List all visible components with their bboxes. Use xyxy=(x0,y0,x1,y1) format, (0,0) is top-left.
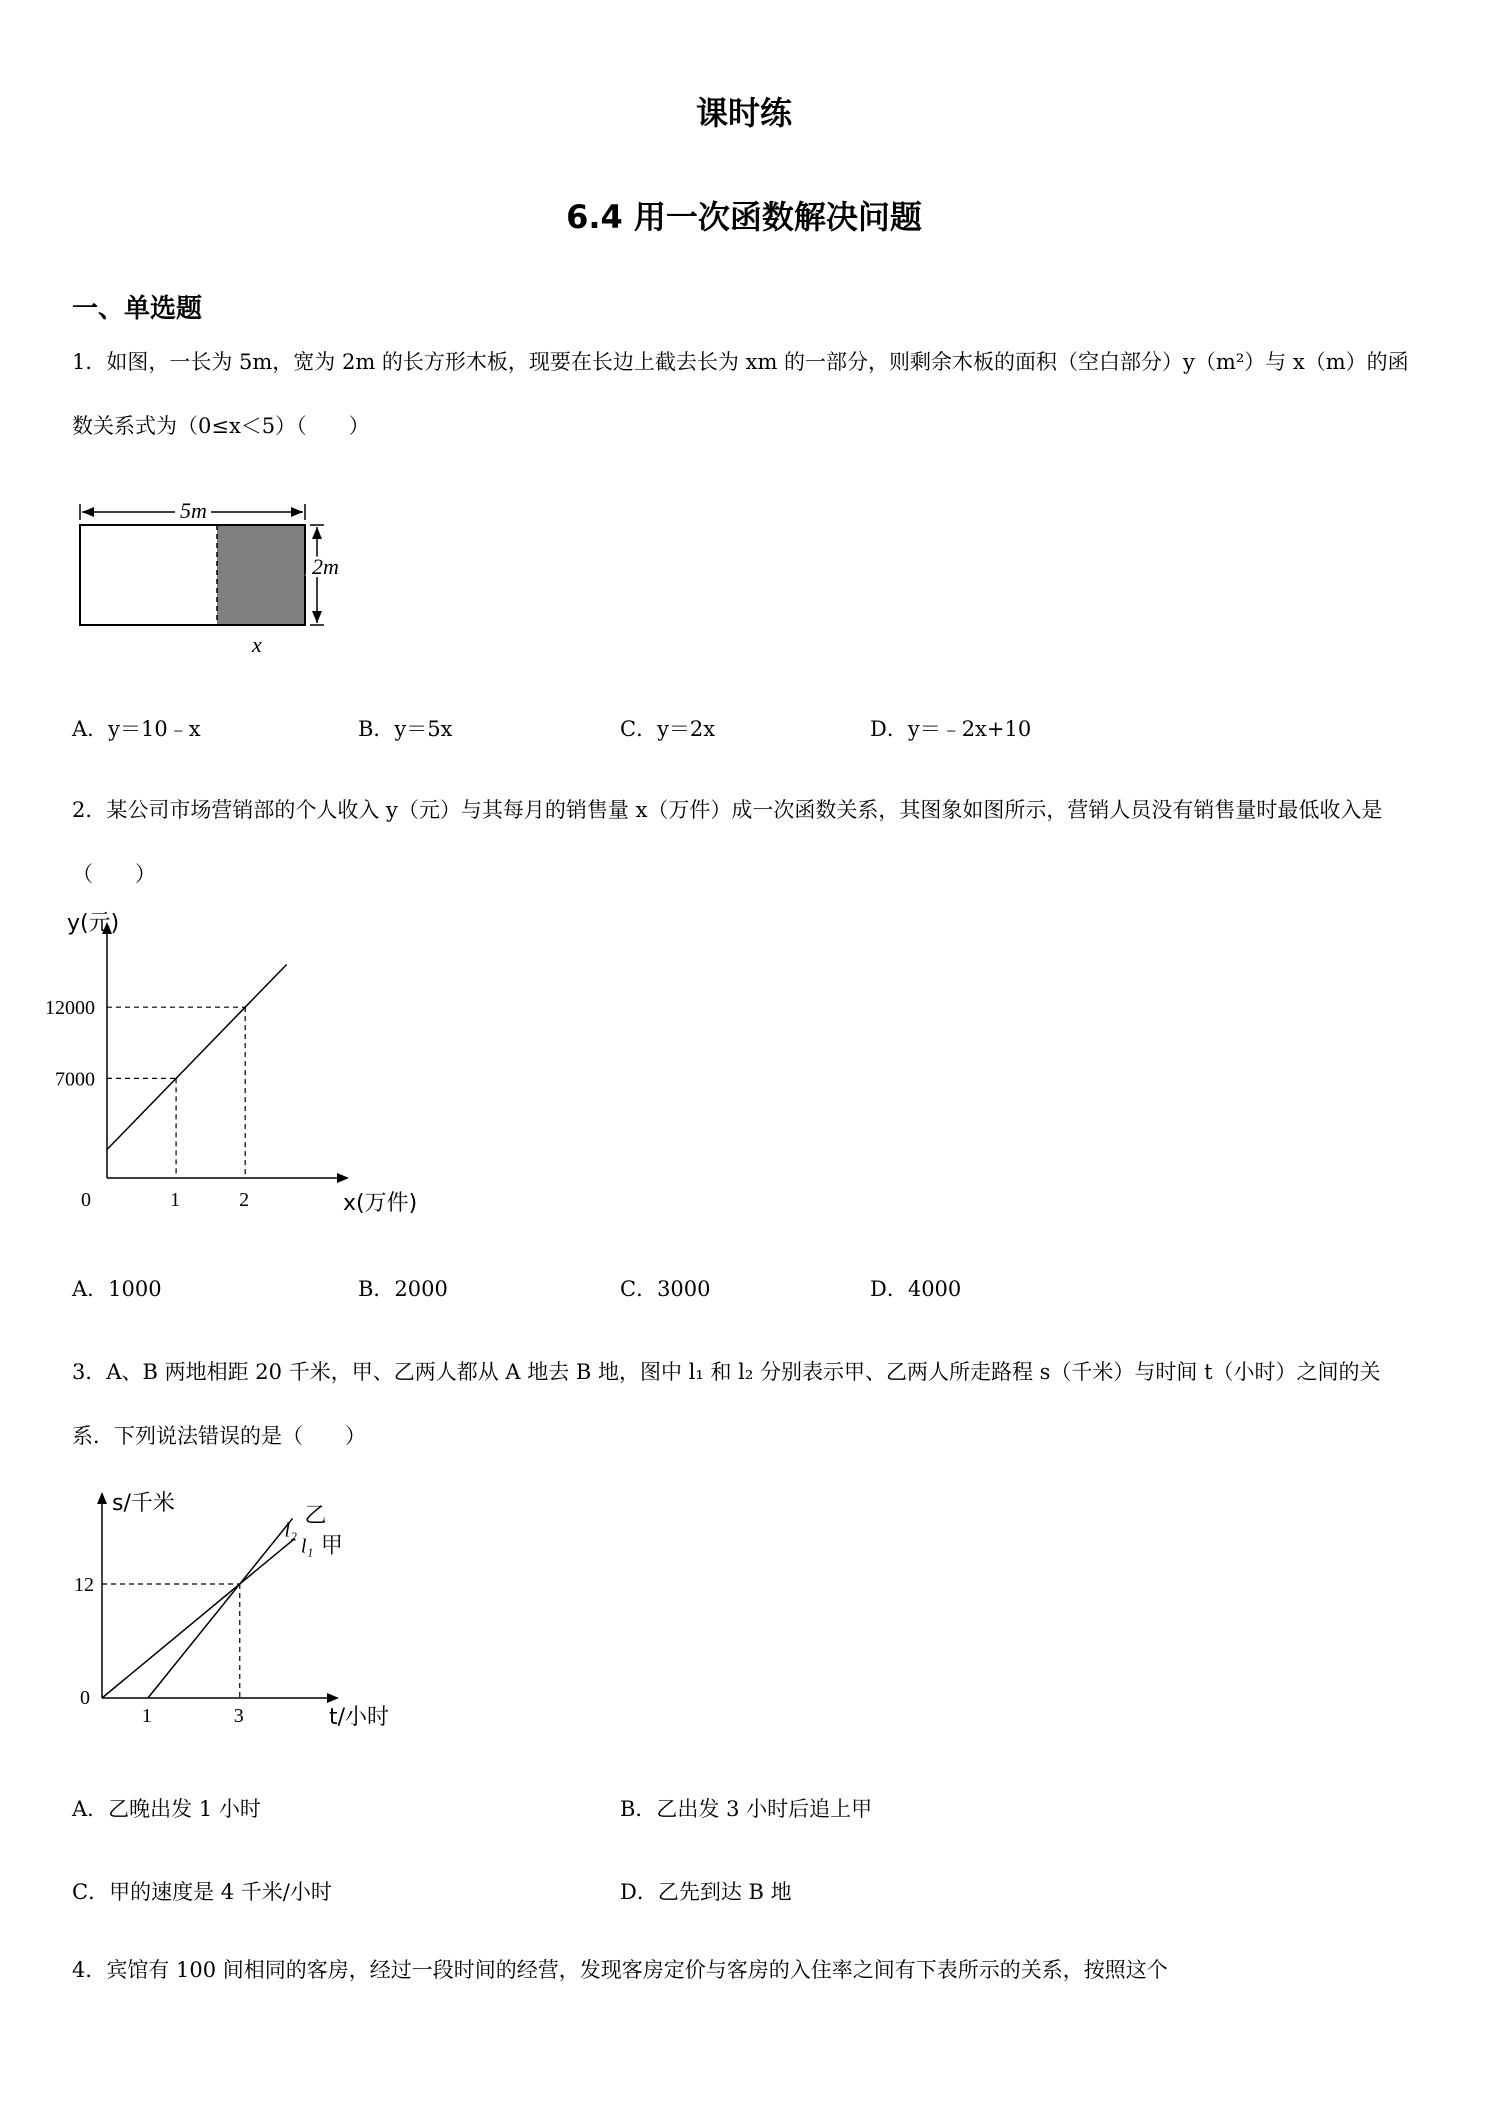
lesson-title: 6.4 用一次函数解决问题 xyxy=(566,198,922,236)
cut-label: x xyxy=(252,632,262,657)
q3-option-a[interactable]: A．乙晚出发 1 小时 xyxy=(72,1797,261,1821)
question-3-chart xyxy=(60,1480,420,1740)
q3-option-b[interactable]: B．乙出发 3 小时后追上甲 xyxy=(620,1797,873,1821)
x-tick-label: 3 xyxy=(233,1705,244,1727)
cut-region xyxy=(217,525,305,625)
y-tick-label: 7000 xyxy=(55,1068,95,1091)
q3-option-c[interactable]: C．甲的速度是 4 千米/小时 xyxy=(72,1880,332,1904)
l1-label: l₁ xyxy=(300,1535,314,1558)
q2-option-d[interactable]: D．4000 xyxy=(870,1277,962,1301)
x-tick-label: 1 xyxy=(141,1705,152,1727)
question-1-figure xyxy=(60,490,360,660)
length-label: 5m xyxy=(180,498,207,523)
y-tick-label: 12 xyxy=(74,1574,94,1596)
origin-label: 0 xyxy=(81,1189,91,1211)
x-axis-arrow xyxy=(327,1693,339,1703)
question-1-stem: 1．如图，一长为 5m，宽为 2m 的长方形木板，现要在长边上截去长为 xm 的一部分，则剩余木板的面积（空白部分）y（m²）与 x（m）的函数关系式为（0≤x＜5）（ ） xyxy=(72,350,1409,438)
y-tick-label: 12000 xyxy=(45,997,95,1020)
question-4-stem: 4．宾馆有 100 间相同的客房，经过一段时间的经营，发现客房定价与客房的入住率之间有下表所示的关系，按照这个 xyxy=(72,1958,1168,1982)
line-l2 xyxy=(148,1518,293,1698)
q1-option-d[interactable]: D．y＝﹣2x+10 xyxy=(870,717,1032,741)
origin-label: 0 xyxy=(80,1687,90,1709)
q1-option-c[interactable]: C．y＝2x xyxy=(620,717,716,741)
q2-option-b[interactable]: B．2000 xyxy=(358,1277,448,1301)
page-title: 课时练 xyxy=(695,94,792,132)
width-label: 2m xyxy=(312,554,339,579)
q1-option-b[interactable]: B．y＝5x xyxy=(358,717,453,741)
question-3-stem: 3．A、B 两地相距 20 千米，甲、乙两人都从 A 地去 B 地，图中 l₁ 和 l₂ 分别表示甲、乙两人所走路程 s（千米）与时间 t（小时）之间的关系．下列说法错误的是（ ） xyxy=(72,1360,1381,1448)
y-axis-arrow xyxy=(97,1492,107,1504)
q2-option-a[interactable]: A．1000 xyxy=(72,1277,162,1301)
question-2-stem: 2．某公司市场营销部的个人收入 y（元）与其每月的销售量 x（万件）成一次函数关系，其图象如图所示，营销人员没有销售量时最低收入是（ ） xyxy=(72,798,1383,886)
x-axis-arrow xyxy=(337,1173,349,1183)
l2-label: l₂ xyxy=(284,1519,298,1542)
q2-option-c[interactable]: C．3000 xyxy=(620,1277,711,1301)
l2-person: 乙 xyxy=(304,1503,327,1529)
x-axis-label: t/小时 xyxy=(329,1705,390,1730)
section-heading: 一、单选题 xyxy=(72,294,203,324)
q1-option-a[interactable]: A．y＝10﹣x xyxy=(72,717,201,741)
y-axis-label: y(元) xyxy=(67,911,120,936)
series-line xyxy=(107,964,287,1149)
y-axis-label: s/千米 xyxy=(112,1491,175,1516)
line-l1 xyxy=(102,1538,295,1698)
x-tick-label: 1 xyxy=(170,1189,181,1211)
q3-option-d[interactable]: D．乙先到达 B 地 xyxy=(620,1880,792,1904)
x-axis-label: x(万件) xyxy=(343,1191,418,1216)
l1-person: 甲 xyxy=(320,1533,343,1559)
question-2-chart xyxy=(45,911,460,1230)
x-tick-label: 2 xyxy=(239,1189,250,1211)
